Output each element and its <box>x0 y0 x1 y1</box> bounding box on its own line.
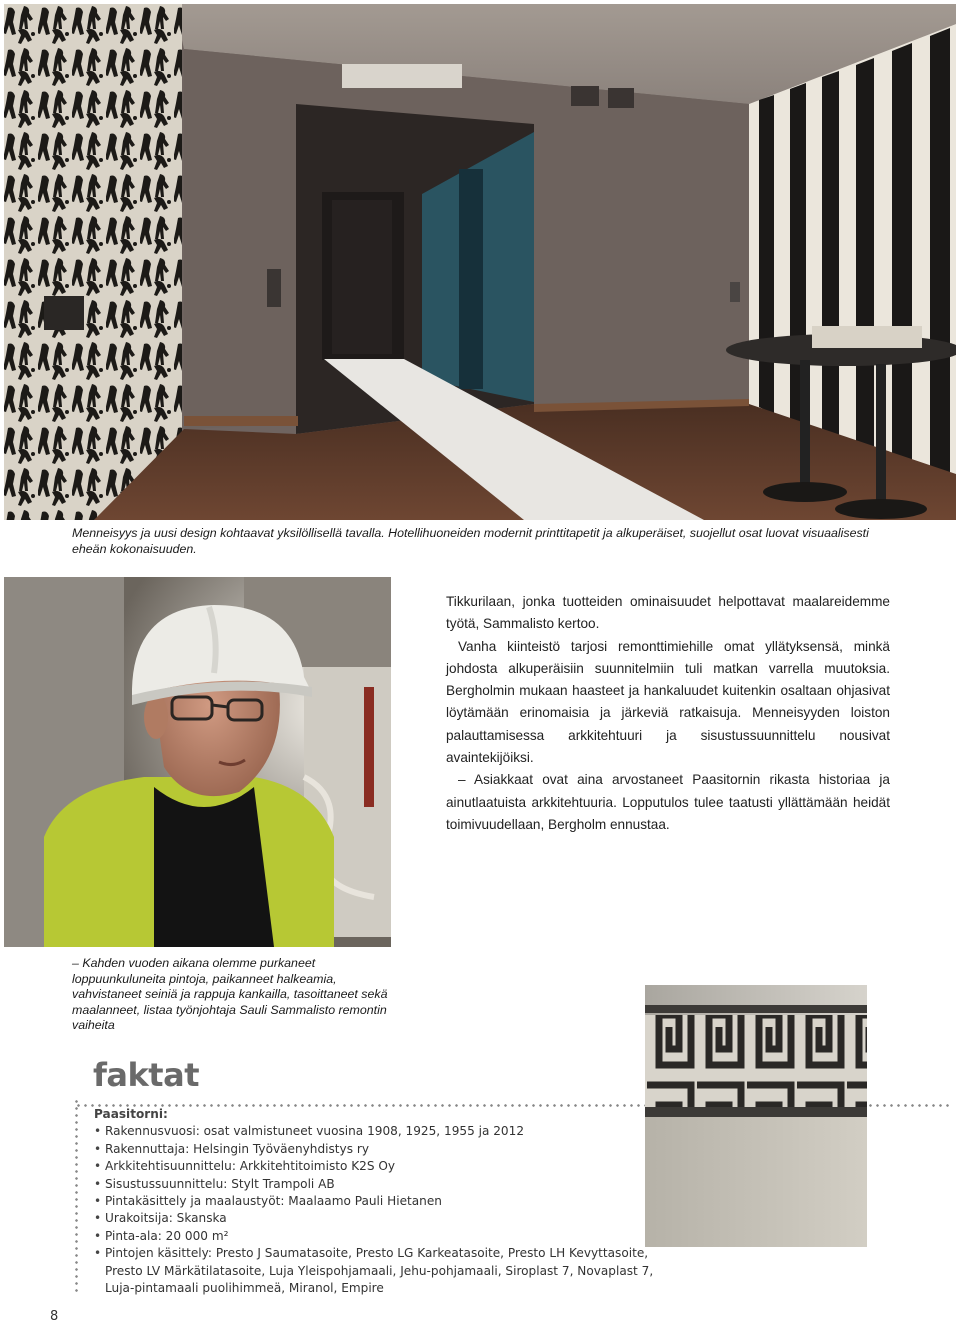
photo-caption: Menneisyys ja uusi design kohtaavat yksilöllisellä tavalla. Hotellihuoneiden modernit printtitapetit ja alkuperäiset, suojellut osat luovat visuaalisesti eheän kokonaisuuden. <box>72 526 869 556</box>
facts-title: faktat <box>93 1056 199 1094</box>
facts-item: • Arkkitehtisuunnittelu: Arkkitehtitoimisto K2S Oy <box>94 1158 654 1175</box>
facts-item: • Urakoitsija: Skanska <box>94 1210 654 1227</box>
body-paragraph: Vanha kiinteistö tarjosi remonttimiehille omat yllätyksensä, minkä johdosta alkuperäisiin suunnitelmiin tuli matkan varrella muutoksia. Bergholmin mukaan haasteet ja hankaluudet kuitenkin osaltaan ohjasivat löytämään erinomaisia ja järkeviä ratkaisuja. Menneisyyden loiston palauttamisessa arkkitehtuuri ja sisustussuunnittelu nousivat avaintekijöiksi. <box>446 638 890 766</box>
facts-item: • Pintojen käsittely: Presto J Saumatasoite, Presto LG Karkeatasoite, Presto LH Kevyttasoite, Presto LV Märkätilatasoite, Luja Yleispohjamaali, Jehu-pohjamaali, Siroplast 7, Novaplast 7, Luja-pintamaali puolihimmeä, Miranol, Empire <box>94 1245 654 1297</box>
article-body <box>446 591 890 836</box>
facts-list <box>94 1123 654 1297</box>
hotel-room-photo <box>4 4 956 520</box>
pull-quote: – Kahden vuoden aikana olemme purkaneet loppuunkuluneita pintoja, paikanneet halkeamia, vahvistaneet seiniä ja rappuja kankailla, tasoittaneet sekä maalanneet, listaa työnjohtaja Sauli Sammalisto remontin vaiheita <box>72 956 388 1033</box>
dotted-divider-horizontal-right <box>867 1104 953 1107</box>
facts-item: • Rakennuttaja: Helsingin Työväenyhdistys ry <box>94 1141 654 1158</box>
greek-key-border-photo <box>645 985 867 1247</box>
body-paragraph: – Asiakkaat ovat aina arvostaneet Paasitornin rikasta historiaa ja ainutlaatuista arkkitehtuuria. Lopputulos tulee taatusti yllättämään heidät toimivuudellaan, Bergholm ennustaa. <box>446 772 890 832</box>
facts-item: • Pintakäsittely ja maalaustyöt: Maalaamo Pauli Hietanen <box>94 1193 654 1210</box>
facts-item: • Pinta-ala: 20 000 m² <box>94 1228 654 1245</box>
facts-heading: Paasitorni: <box>94 1107 168 1121</box>
page-number: 8 <box>50 1309 59 1324</box>
facts-box <box>94 1106 654 1297</box>
facts-item: • Sisustussuunnittelu: Stylt Trampoli AB <box>94 1176 654 1193</box>
facts-item: • Rakennusvuosi: osat valmistuneet vuosina 1908, 1925, 1955 ja 2012 <box>94 1123 654 1140</box>
body-paragraph: Tikkurilaan, jonka tuotteiden ominaisuudet helpottavat maalareidemme työtä, Sammalisto kertoo. <box>446 594 890 632</box>
worker-portrait-photo <box>4 577 391 947</box>
dotted-divider-vertical <box>75 1098 78 1296</box>
